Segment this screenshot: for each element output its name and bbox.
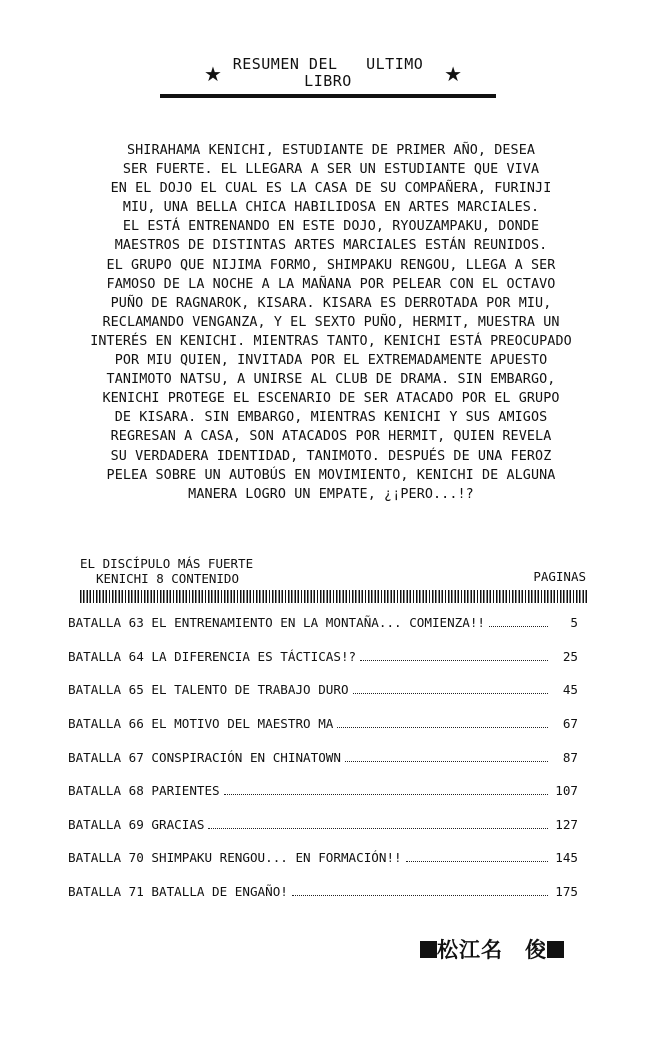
summary-line: PELEA SOBRE UN AUTOBÚS EN MOVIMIENTO, KENICHI DE ALGUNA bbox=[106, 467, 556, 483]
toc-row bbox=[68, 808, 578, 842]
toc-entry-title: BATALLA 63 EL ENTRENAMIENTO EN LA MONTAÑA... COMIENZA!! bbox=[68, 615, 486, 631]
summary-line: EL GRUPO QUE NIJIMA FORMO, SHIMPAKU RENGOU, LLEGA A SER bbox=[106, 257, 556, 273]
pages-label: PAGINAS bbox=[533, 569, 586, 584]
summary-line: SER FUERTE. EL LLEGARA A SER UN ESTUDIANTE QUE VIVA bbox=[122, 162, 540, 178]
leader-dots bbox=[224, 794, 548, 795]
tick-divider bbox=[80, 590, 587, 603]
toc-row bbox=[68, 640, 578, 674]
summary-line: RECLAMANDO VENGANZA, Y EL SEXTO PUÑO, HERMIT, MUESTRA UN bbox=[102, 314, 560, 330]
toc-entry-page: 127 bbox=[555, 816, 578, 832]
leader-dots bbox=[353, 693, 548, 694]
toc-entry-page: 25 bbox=[562, 648, 578, 664]
summary-line: REGRESAN A CASA, SON ATACADOS POR HERMIT, QUIEN REVELA bbox=[110, 429, 552, 445]
summary-line: EN EL DOJO EL CUAL ES LA CASA DE SU COMPAÑERA, FURINJI bbox=[110, 181, 552, 197]
toc-entry-page: 67 bbox=[562, 716, 578, 732]
summary-text bbox=[58, 141, 604, 504]
header-divider bbox=[160, 94, 496, 98]
toc-row bbox=[68, 673, 578, 707]
toc-entry-title: BATALLA 67 CONSPIRACIÓN EN CHINATOWN bbox=[68, 749, 341, 765]
toc-entry-page: 45 bbox=[562, 682, 578, 698]
summary-line: INTERÉS EN KENICHI. MIENTRAS TANTO, KENICHI ESTÁ PREOCUPADO bbox=[90, 333, 572, 349]
summary-line: EL ESTÁ ENTRENANDO EN ESTE DOJO, RYOUZAMPAKU, DONDE bbox=[122, 219, 540, 235]
toc-row bbox=[68, 707, 578, 741]
summary-line: MAESTROS DE DISTINTAS ARTES MARCIALES ESTÁN REUNIDOS. bbox=[114, 238, 548, 254]
toc-entry-title: BATALLA 65 EL TALENTO DE TRABAJO DURO bbox=[68, 682, 349, 698]
summary-line: FAMOSO DE LA NOCHE A LA MAÑANA POR PELEAR CON EL OCTAVO bbox=[106, 276, 556, 292]
leader-dots bbox=[489, 626, 548, 627]
author-credit bbox=[420, 934, 564, 964]
toc-entry-page: 107 bbox=[555, 783, 578, 799]
summary-line: SU VERDADERA IDENTIDAD, TANIMOTO. DESPUÉS DE UNA FEROZ bbox=[110, 448, 552, 464]
summary-line: MIU, UNA BELLA CHICA HABILIDOSA EN ARTES MARCIALES. bbox=[122, 200, 540, 216]
summary-line: KENICHI PROTEGE EL ESCENARIO DE SER ATACADO POR EL GRUPO bbox=[102, 391, 560, 407]
leader-dots bbox=[292, 895, 548, 896]
black-square-icon bbox=[420, 941, 437, 958]
star-icon: ★ bbox=[444, 62, 462, 86]
leader-dots bbox=[337, 727, 548, 728]
author-name: 松江名 俊 bbox=[437, 938, 547, 962]
toc-row bbox=[68, 875, 578, 909]
toc-entry-title: BATALLA 68 PARIENTES bbox=[68, 783, 220, 799]
black-square-icon bbox=[547, 941, 564, 958]
toc-row bbox=[68, 740, 578, 774]
summary-header bbox=[160, 56, 496, 90]
header-title-line2: LIBRO bbox=[304, 72, 352, 90]
summary-line: PUÑO DE RAGNAROK, KISARA. KISARA ES DERROTADA POR MIU, bbox=[110, 295, 552, 311]
toc-row bbox=[68, 841, 578, 875]
toc-entry-page: 87 bbox=[562, 749, 578, 765]
leader-dots bbox=[345, 761, 548, 762]
book-title: EL DISCÍPULO MÁS FUERTE bbox=[80, 556, 254, 571]
toc-entry-title: BATALLA 64 LA DIFERENCIA ES TÁCTICAS!? bbox=[68, 648, 357, 664]
star-icon: ★ bbox=[204, 62, 222, 86]
toc-entry-page: 145 bbox=[555, 850, 578, 866]
toc-entry-page: 5 bbox=[570, 615, 578, 631]
toc-entry-title: BATALLA 70 SHIMPAKU RENGOU... EN FORMACIÓN!! bbox=[68, 850, 402, 866]
summary-line: TANIMOTO NATSU, A UNIRSE AL CLUB DE DRAMA. SIN EMBARGO, bbox=[106, 372, 556, 388]
leader-dots bbox=[208, 828, 548, 829]
toc-row bbox=[68, 606, 578, 640]
contents-heading bbox=[80, 556, 590, 586]
leader-dots bbox=[360, 660, 548, 661]
toc-entry-title: BATALLA 69 GRACIAS bbox=[68, 816, 205, 832]
toc-entry-title: BATALLA 71 BATALLA DE ENGAÑO! bbox=[68, 884, 288, 900]
header-title-line1: RESUMEN DEL ULTIMO bbox=[232, 55, 424, 73]
summary-line: DE KISARA. SIN EMBARGO, MIENTRAS KENICHI Y SUS AMIGOS bbox=[114, 410, 548, 426]
leader-dots bbox=[406, 861, 548, 862]
contents-title: KENICHI 8 CONTENIDO bbox=[96, 571, 239, 586]
toc-entry-title: BATALLA 66 EL MOTIVO DEL MAESTRO MA bbox=[68, 716, 334, 732]
table-of-contents bbox=[68, 606, 578, 908]
summary-line: POR MIU QUIEN, INVITADA POR EL EXTREMADAMENTE APUESTO bbox=[114, 353, 548, 369]
summary-line: MANERA LOGRO UN EMPATE, ¿¡PERO...!? bbox=[188, 486, 474, 502]
summary-line: SHIRAHAMA KENICHI, ESTUDIANTE DE PRIMER AÑO, DESEA bbox=[126, 143, 536, 158]
toc-entry-page: 175 bbox=[555, 884, 578, 900]
toc-row bbox=[68, 774, 578, 808]
